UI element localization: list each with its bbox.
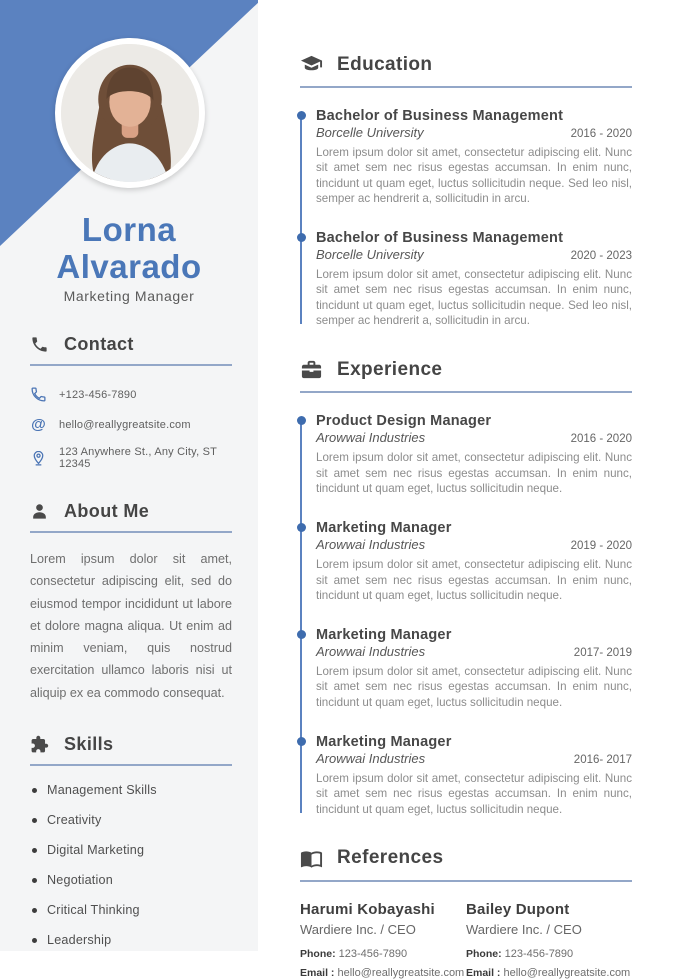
reference-name: Bailey Dupont bbox=[466, 900, 570, 918]
skill-item: Leadership bbox=[30, 933, 232, 947]
experience-dates: 2017- 2019 bbox=[573, 647, 632, 660]
name-line-2: Alvarado bbox=[56, 248, 202, 285]
company-name: Arowwai Industries bbox=[316, 537, 426, 553]
candidate-name bbox=[0, 211, 258, 285]
experience-heading bbox=[300, 358, 632, 381]
briefcase-icon bbox=[300, 358, 323, 381]
education-underline bbox=[300, 86, 632, 88]
experience-underline bbox=[300, 391, 632, 393]
skill-item: Critical Thinking bbox=[30, 903, 232, 917]
company-name: Arowwai Industries bbox=[316, 644, 426, 660]
phone-label: Phone: bbox=[300, 947, 336, 960]
skill-item: Negotiation bbox=[30, 873, 232, 887]
skills-heading-label: Skills bbox=[64, 734, 114, 755]
skill-item: Digital Marketing bbox=[30, 843, 232, 857]
about-underline bbox=[30, 531, 232, 533]
contact-phone-row bbox=[30, 386, 232, 403]
experience-description: Lorem ipsum dolor sit amet, consectetur adipiscing elit. Nunc sit amet sem nec risus egestas accumsan. In enim nunc, tincidunt ut quam eget, luctus sollicitudin neque. bbox=[316, 772, 632, 816]
school-name: Borcelle University bbox=[316, 247, 424, 263]
avatar-illustration bbox=[61, 44, 199, 182]
reference-email: hello@reallygreatsite.com bbox=[337, 966, 465, 979]
contact-section bbox=[30, 334, 232, 470]
experience-dates: 2016 - 2020 bbox=[570, 433, 632, 446]
skill-item: Management Skills bbox=[30, 783, 232, 797]
sidebar bbox=[0, 0, 258, 951]
skills-section bbox=[30, 734, 232, 947]
references-section bbox=[300, 847, 632, 979]
education-description: Lorem ipsum dolor sit amet, consectetur adipiscing elit. Nunc sit amet sem nec risus egestas accumsan. In enim nunc, tincidunt ut quam eget, luctus sollicitudin neque. Sed leo nisl, semper ac hendrerit a, sollicitudin in arcu. bbox=[316, 146, 632, 205]
contact-underline bbox=[30, 364, 232, 366]
school-name: Borcelle University bbox=[316, 125, 424, 140]
phone-label: Phone: bbox=[466, 947, 502, 960]
education-timeline bbox=[300, 108, 632, 328]
open-book-icon bbox=[300, 847, 323, 870]
email-label: Email : bbox=[300, 966, 335, 979]
experience-entry bbox=[300, 413, 632, 496]
experience-dates: 2019 - 2020 bbox=[570, 540, 632, 553]
job-title: Marketing Manager bbox=[63, 288, 195, 304]
graduation-cap-icon bbox=[300, 53, 323, 76]
contact-email: hello@reallygreatsite.com bbox=[59, 418, 191, 431]
reference-phone: 123-456-7890 bbox=[504, 947, 574, 960]
name-line-1: Lorna bbox=[81, 211, 177, 248]
reference-email-row bbox=[300, 967, 466, 979]
job-title: Marketing Manager bbox=[316, 520, 452, 537]
job-title: Marketing Manager bbox=[316, 734, 452, 751]
job-title: Marketing Manager bbox=[316, 627, 452, 644]
experience-section bbox=[300, 358, 632, 817]
reference-phone-row bbox=[466, 948, 632, 960]
company-name: Arowwai Industries bbox=[316, 751, 426, 767]
skills-underline bbox=[30, 764, 232, 766]
contact-email-row bbox=[30, 416, 232, 433]
contact-phone: +123-456-7890 bbox=[59, 388, 137, 401]
email-label: Email : bbox=[466, 966, 501, 979]
company-name: Arowwai Industries bbox=[316, 430, 426, 446]
location-pin-icon bbox=[30, 450, 47, 467]
reference-role: Wardiere Inc. / CEO bbox=[466, 921, 582, 937]
profile-photo-frame bbox=[55, 38, 205, 188]
experience-heading-label: Experience bbox=[337, 358, 443, 380]
education-section bbox=[300, 53, 632, 328]
references-list bbox=[300, 901, 632, 979]
experience-entry bbox=[300, 627, 632, 710]
reference-phone-row bbox=[300, 948, 466, 960]
experience-description: Lorem ipsum dolor sit amet, consectetur adipiscing elit. Nunc sit amet sem nec risus egestas accumsan. In enim nunc, tincidunt ut quam eget, luctus sollicitudin neque. bbox=[316, 451, 632, 495]
education-description: Lorem ipsum dolor sit amet, consectetur adipiscing elit. Nunc sit amet sem nec risus egestas accumsan. In enim nunc, tincidunt ut quam eget, luctus sollicitudin neque. Sed leo nisl, semper ac hendrerit a, sollicitudin in arcu. bbox=[316, 268, 632, 328]
reference-role: Wardiere Inc. / CEO bbox=[300, 921, 416, 937]
reference-entry bbox=[300, 901, 466, 979]
reference-phone: 123-456-7890 bbox=[338, 947, 408, 960]
about-heading-label: About Me bbox=[64, 501, 150, 521]
experience-entry bbox=[300, 734, 632, 817]
education-dates: 2020 - 2023 bbox=[570, 250, 632, 263]
education-dates: 2016 - 2020 bbox=[570, 128, 632, 140]
reference-email: hello@reallygreatsite.com bbox=[503, 966, 631, 979]
contact-heading-label: Contact bbox=[64, 334, 134, 354]
reference-email-row bbox=[466, 967, 632, 979]
contact-address-row bbox=[30, 446, 232, 470]
about-section bbox=[30, 501, 232, 704]
degree-title: Bachelor of Business Management bbox=[316, 108, 564, 124]
phone-icon bbox=[30, 335, 49, 354]
contact-items bbox=[30, 386, 232, 470]
degree-title: Bachelor of Business Management bbox=[316, 230, 564, 247]
contact-heading bbox=[30, 334, 232, 355]
references-heading bbox=[300, 847, 632, 870]
references-heading-label: References bbox=[337, 847, 444, 869]
at-sign-icon: @ bbox=[31, 416, 46, 433]
reference-entry bbox=[466, 901, 632, 979]
education-heading bbox=[300, 53, 632, 76]
about-text: Lorem ipsum dolor sit amet, consectetur adipiscing elit, sed do eiusmod tempor incididunt ut labore et dolore magna aliqua. Ut enim ad minim veniam, quis nostrud exercitation ullamco laboris nisi ut aliquip ex ea commodo consequat. bbox=[30, 552, 232, 700]
puzzle-icon bbox=[30, 735, 49, 754]
reference-name: Harumi Kobayashi bbox=[300, 900, 435, 918]
experience-description: Lorem ipsum dolor sit amet, consectetur adipiscing elit. Nunc sit amet sem nec risus egestas accumsan. In enim nunc, tincidunt ut quam eget, luctus sollicitudin neque. bbox=[316, 558, 632, 602]
experience-entry bbox=[300, 520, 632, 603]
about-heading bbox=[30, 501, 232, 522]
skills-heading bbox=[30, 734, 232, 755]
education-heading-label: Education bbox=[337, 53, 433, 75]
education-entry bbox=[300, 108, 632, 206]
contact-address: 123 Anywhere St., Any City, ST 12345 bbox=[59, 446, 217, 470]
skills-list bbox=[30, 783, 232, 947]
sidebar-content bbox=[30, 334, 232, 963]
education-entry bbox=[300, 230, 632, 328]
phone-outline-icon bbox=[30, 386, 47, 403]
main-column bbox=[258, 0, 673, 979]
person-icon bbox=[30, 502, 49, 521]
experience-description: Lorem ipsum dolor sit amet, consectetur adipiscing elit. Nunc sit amet sem nec risus egestas accumsan. In enim nunc, tincidunt ut quam eget, luctus sollicitudin neque. bbox=[316, 665, 632, 709]
job-title: Product Design Manager bbox=[316, 413, 492, 430]
skill-item: Creativity bbox=[30, 813, 232, 827]
references-underline bbox=[300, 880, 632, 882]
profile-photo bbox=[61, 44, 199, 182]
experience-timeline bbox=[300, 413, 632, 817]
experience-dates: 2016- 2017 bbox=[573, 754, 632, 767]
